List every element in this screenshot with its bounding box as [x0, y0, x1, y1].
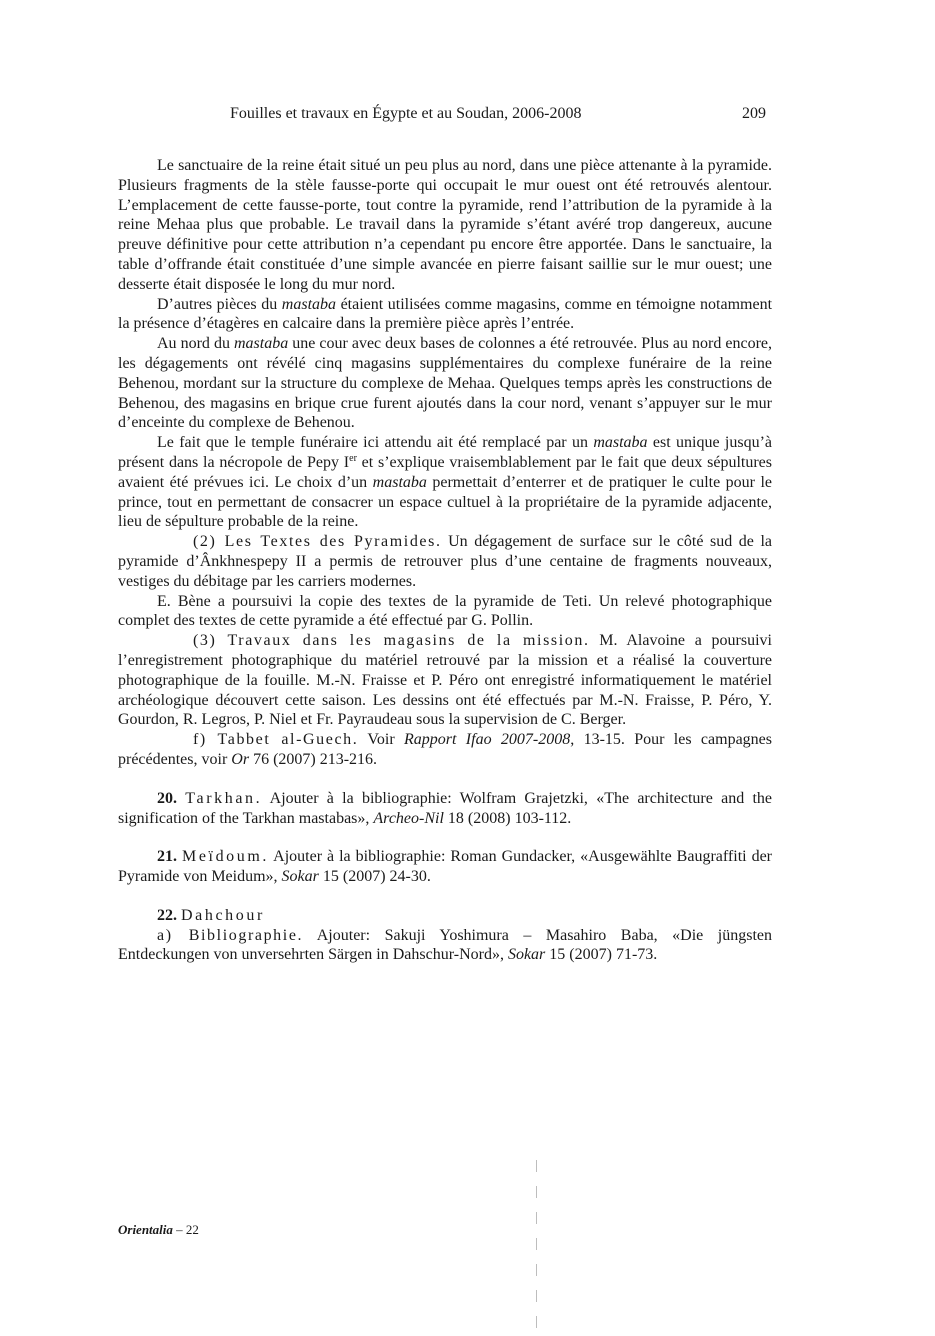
text-run: , 13-15. Pour les campagnes précédentes, voir [118, 731, 772, 768]
italic-reference: Rapport Ifao 2007-2008 [404, 731, 571, 749]
section-heading: (2) Les Textes des Pyramides. [193, 533, 442, 551]
italic-term: mastaba [233, 335, 289, 353]
text-run: Ajouter à la bibliographie: Roman Gundacker, «Ausgewählte Baugraffiti der Pyramide von Meidum», [118, 848, 773, 886]
entry-number: 22. [157, 906, 177, 924]
paragraph-dahchour-bibliography [118, 926, 772, 966]
site-name: Meïdoum. [182, 848, 270, 866]
entry-22-dahchour [118, 906, 772, 926]
text-run: Voir [358, 731, 405, 749]
paragraph-mission-storerooms [118, 631, 772, 730]
site-name: Dahchour [181, 906, 265, 924]
section-heading: a) Bibliographie. [157, 926, 304, 944]
italic-reference: Or [231, 750, 250, 768]
entry-20-tarkhan [118, 789, 772, 829]
paragraph-funerary-temple [118, 433, 772, 532]
paragraph-sanctuary: Le sanctuaire de la reine était situé un peu plus au nord, dans une pièce attenante à la pyramide. Plusieurs fragments de la stèle fausse-porte qui occupait le mur ouest ont été retrouvés alentour. L’emplacement de cette fausse-porte, tout contre la pyramide, rend l’attribution de la pyramide à la reine Mehaa plus que probable. Le travail dans la pyramide s’étant avéré trop dangereux, aucune preuve définitive pour cette attribution n’a cependant pu encore être apportée. Dans le sanctuaire, la table d’offrande était constituée d’une simple avancée en pierre faisant saillie sur le mur ouest; une desserte était disposée le long du mur nord. [118, 157, 772, 293]
text-run: Au nord du [157, 335, 234, 353]
journal-name: Orientalia [118, 1222, 173, 1237]
text-run: Ajouter à la bibliographie: Wolfram Grajetzki, «The architecture and the signification of the Tarkhan mastabas», [118, 789, 773, 827]
text-run: 15 (2007) 71-73. [545, 946, 658, 964]
text-run: étaient utilisées comme magasins, comme en témoigne notamment la présence d’étagères en calcaire dans la première pièce après l’entrée. [118, 295, 773, 333]
italic-term: mastaba [372, 473, 427, 491]
paragraph-tabbet-al-guech [118, 730, 772, 770]
italic-reference: Sokar [507, 946, 546, 964]
section-heading: (3) Travaux dans les magasins de la mission. [193, 632, 590, 650]
entry-number: 21. [157, 848, 177, 866]
text-run: M. Alavoine a poursuivi l’enregistrement photographique du matériel retrouvé par la mission et a réalisé la couverture photographique de la fouille. M.-N. Fraisse et P. Péro ont enregistré informatiquement le matériel archéologique découvert cette saison. Les dessins ont été effectués par M.-N. Fraisse, P. Péro, Y. Gourdon, R. Legros, P. Niel et Fr. Payraudeau sous la supervision de C. Berger. [118, 632, 772, 729]
italic-term: mastaba [593, 434, 648, 452]
text-run: Ajouter: Sakuji Yoshimura – Masahiro Baba, «Die jüngsten Entdeckungen von unversehrten Särgen in Dahschur-Nord», [118, 926, 772, 964]
body-text [118, 156, 772, 965]
text-run: 15 (2007) 24-30. [318, 868, 431, 886]
text-run: est unique jusqu’à présent dans la nécropole de Pepy I [118, 434, 773, 471]
text-run: Le fait que le temple funéraire ici attendu ait été remplacé par un [157, 434, 594, 452]
signature-number: 22 [185, 1222, 199, 1237]
footer-separator: – [172, 1222, 186, 1237]
text-run: 76 (2007) 213-216. [249, 750, 378, 768]
entry-21-meidoum [118, 847, 772, 887]
scan-artifact-line [536, 1160, 537, 1330]
italic-reference: Archeo-Nil [373, 809, 444, 827]
text-run: et s’explique vraisemblablement par le fait que deux sépultures avaient été prévues ici. Le choix d’un [118, 453, 772, 491]
page-footer [118, 1222, 199, 1238]
site-name: Tarkhan. [185, 789, 263, 807]
paragraph-pyramid-texts [118, 532, 772, 591]
running-title: Fouilles et travaux en Égypte et au Soudan, 2006-2008 [230, 105, 582, 122]
italic-reference: Sokar [281, 868, 319, 886]
paragraph-teti-copy: E. Bène a poursuivi la copie des textes de la pyramide de Teti. Un relevé photographique complet des textes de cette pyramide a été effectué par G. Pollin. [118, 592, 772, 630]
text-run: une cour avec deux bases de colonnes a été retrouvée. Plus au nord encore, les dégagements ont révélé cinq magasins supplémentaires du complexe funéraire de la reine Behenou, mordant sur la structure du complexe de Mehaa. Quelques temps après les constructions de Behenou, des magasins en brique crue furent ajoutés dans la cour nord, venant s’appuyer sur le mur d’enceinte du complexe de Behenou. [118, 335, 773, 432]
paragraph-north-court [118, 334, 772, 433]
paragraph-mastaba-rooms [118, 295, 772, 335]
text-run: 18 (2008) 103-112. [443, 809, 572, 827]
italic-term: mastaba [281, 295, 337, 313]
section-heading: f) Tabbet al-Guech. [193, 731, 359, 749]
text-run: Un dégagement de surface sur le côté sud de la pyramide d’Ânkhnespepy II a permis de retrouver plus d’une centaine de fragments nouveaux, vestiges du débitage par les carriers modernes. [118, 533, 773, 590]
text-run: permettait d’enterrer et de pratiquer le culte pour le prince, tout en permettant de consacrer un espace cultuel à la propriétaire de la pyramide adjacente, lieu de sépulture probable de la reine. [118, 473, 773, 531]
text-run: D’autres pièces du [157, 295, 282, 313]
page-number: 209 [742, 105, 766, 122]
superscript: er [349, 452, 357, 464]
entry-number: 20. [157, 789, 177, 807]
